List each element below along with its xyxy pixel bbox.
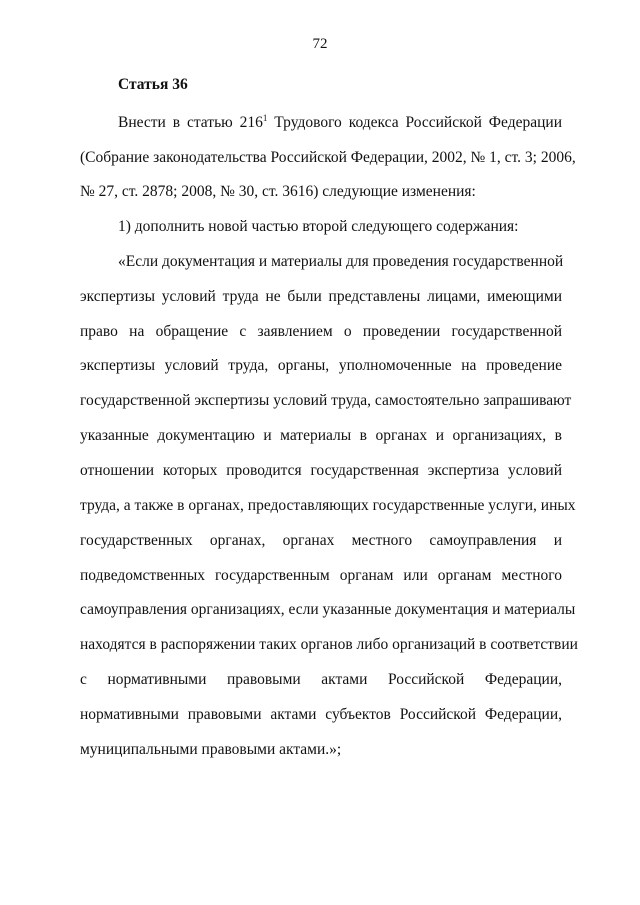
quote-line: находятся в распоряжении таких органов либо организаций в соответствии: [80, 636, 578, 653]
intro-text-b: Трудового кодекса Российской Федерации: [267, 114, 562, 131]
footnote-superscript: 1: [262, 113, 268, 123]
quote-line: нормативными правовыми актами субъектов Российской Федерации,: [80, 706, 562, 723]
quote-line: муниципальными правовыми актами.»;: [80, 741, 342, 758]
quote-line: самоуправления организациях, если указанные документация и материалы: [80, 601, 576, 618]
article-title: Статья 36: [118, 76, 188, 93]
quote-line: указанные документацию и материалы в органах и организациях, в: [80, 427, 562, 444]
quote-line: государственных органах, органах местного самоуправления и: [80, 532, 562, 549]
intro-text-a: Внести в статью 216: [118, 114, 263, 131]
quote-line: государственной экспертизы условий труда, самостоятельно запрашивают: [80, 392, 572, 409]
quote-line: с нормативными правовыми актами Российской Федерации,: [80, 671, 562, 688]
quote-line: право на обращение с заявлением о проведении государственной: [80, 323, 562, 340]
item-1: 1) дополнить новой частью второй следующего содержания:: [118, 218, 519, 235]
page-number: 72: [312, 36, 328, 52]
intro-line-3: № 27, ст. 2878; 2008, № 30, ст. 3616) следующие изменения:: [80, 183, 476, 200]
quote-line: труда, а также в органах, предоставляющих государственные услуги, иных: [80, 497, 576, 514]
intro-line-2: (Собрание законодательства Российской Федерации, 2002, № 1, ст. 3; 2006,: [80, 149, 576, 166]
intro-line-1: [118, 113, 562, 133]
quote-line: экспертизы условий труда не были представлены лицами, имеющими: [80, 288, 562, 305]
quote-line: экспертизы условий труда, органы, уполномоченные на проведение: [80, 357, 562, 374]
quote-line: подведомственных государственным органам или органам местного: [80, 567, 562, 584]
quote-line: «Если документация и материалы для проведения государственной: [118, 253, 564, 270]
quote-line: отношении которых проводится государственная экспертиза условий: [80, 462, 562, 479]
